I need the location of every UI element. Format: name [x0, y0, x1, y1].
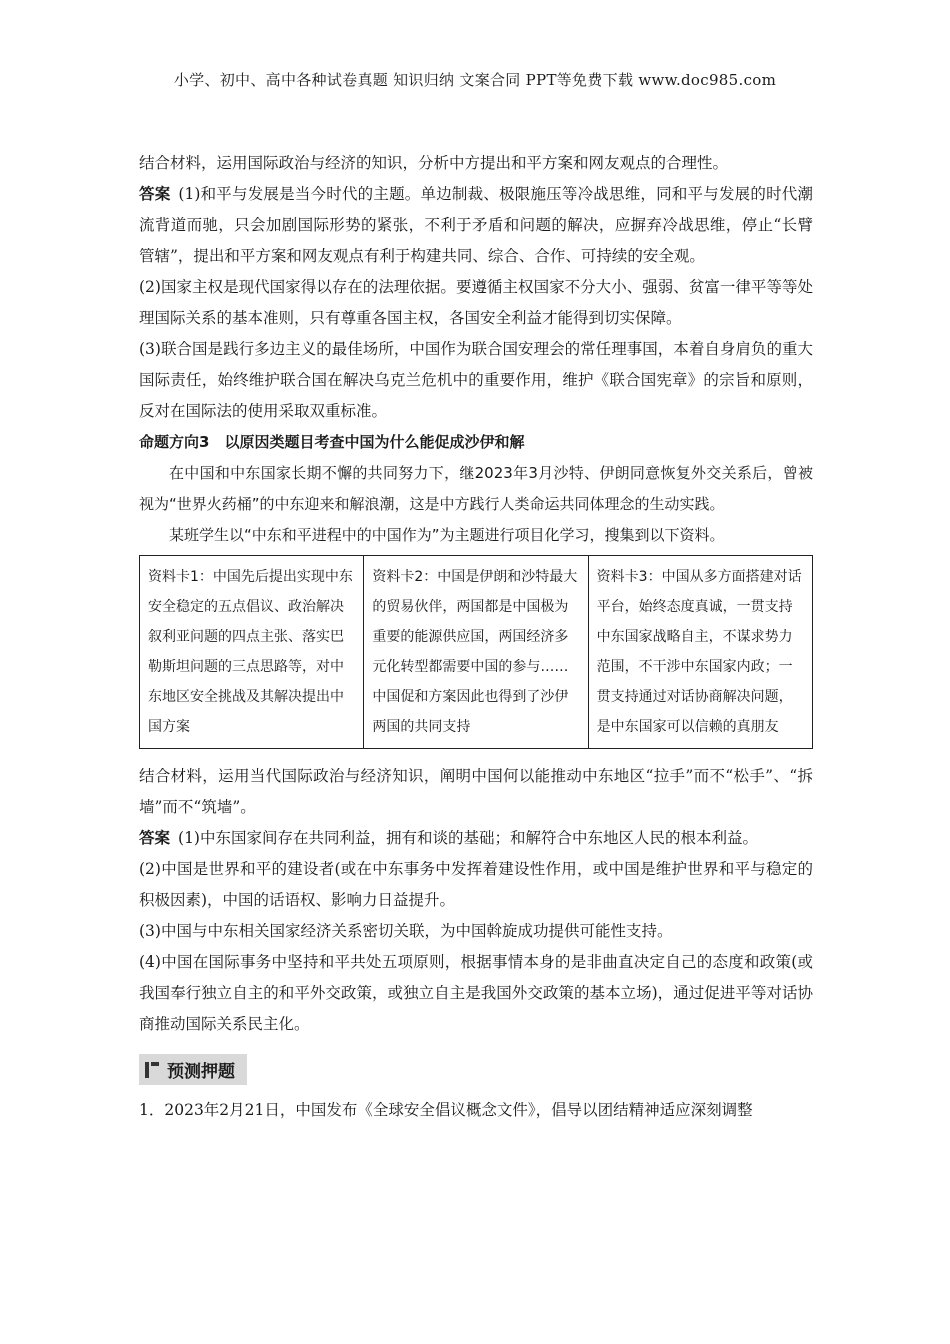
material-intro: 某班学生以“中东和平进程中的中国作为”为主题进行项目化学习，搜集到以下资料。 — [169, 526, 725, 544]
direction-heading: 命题方向3 以原因类题目考查中国为什么能促成沙伊和解 — [139, 433, 525, 451]
answer2-point-1: (1)中东国家间存在共同利益，拥有和谈的基础；和解符合中东地区人民的根本利益。 — [178, 829, 758, 847]
prediction-question-1: 1．2023年2月21日，中国发布《全球安全倡议概念文件》，倡导以团结精神适应深刻调整 — [139, 1101, 753, 1119]
question-text: 结合材料，运用国际政治与经济的知识，分析中方提出和平方案和网友观点的合理性。 — [139, 154, 729, 172]
answer-label: 答案 — [139, 185, 171, 203]
section-title: 预测押题 — [167, 1062, 235, 1082]
answer-point-1: (1)和平与发展是当今时代的主题。单边制裁、极限施压等冷战思维，同和平与发展的时代潮流背道而驰，只会加剧国际形势的紧张，不利于矛盾和问题的解决，应摒弃冷战思维，停止“长臂管辖”，提出和平方案和网友观点有利于构建共同、综合、合作、可持续的安全观。 — [139, 185, 813, 265]
page-header: 小学、初中、高中各种试卷真题 知识归纳 文案合同 PPT等免费下载 www.doc985.com — [173, 71, 777, 89]
material-card-1: 资料卡1：中国先后提出实现中东安全稳定的五点倡议、政治解决叙利亚问题的四点主张、落实巴勒斯坦问题的三点思路等，对中东地区安全挑战及其解决提出中国方案 — [140, 556, 364, 749]
answer-point-2: (2)国家主权是现代国家得以存在的法理依据。要遵循主权国家不分大小、强弱、贫富一律平等等处理国际关系的基本准则，只有尊重各国主权，各国安全利益才能得到切实保障。 — [139, 278, 813, 327]
answer-label-2: 答案 — [139, 829, 171, 847]
section-marker-icon — [145, 1062, 159, 1078]
material-card-3: 资料卡3：中国从多方面搭建对话平台，始终态度真诚，一贯支持中东国家战略自主，不谋求势力范围，不干涉中东国家内政；一贯支持通过对话协商解决问题，是中东国家可以信赖的真朋友 — [588, 556, 812, 749]
document-body — [139, 148, 813, 1126]
question-text-2: 结合材料，运用当代国际政治与经济知识，阐明中国何以能推动中东地区“拉手”而不“松手”、“拆墙”而不“筑墙”。 — [139, 767, 813, 816]
answer-paragraph-2 — [139, 823, 813, 854]
answer2-point-2: (2)中国是世界和平的建设者(或在中东事务中发挥着建设性作用，或中国是维护世界和平与稳定的积极因素)，中国的话语权、影响力日益提升。 — [139, 860, 813, 909]
answer-point-3: (3)联合国是践行多边主义的最佳场所，中国作为联合国安理会的常任理事国，本着自身肩负的重大国际责任，始终维护联合国在解决乌克兰危机中的重要作用，维护《联合国宪章》的宗旨和原则，反对在国际法的使用采取双重标准。 — [139, 340, 813, 420]
section-banner — [139, 1054, 247, 1085]
answer2-point-4: (4)中国在国际事务中坚持和平共处五项原则，根据事情本身的是非曲直决定自己的态度和政策(或我国奉行独立自主的和平外交政策，或独立自主是我国外交政策的基本立场)，通过促进平等对话协商推动国际关系民主化。 — [139, 953, 813, 1033]
answer2-point-3: (3)中国与中东相关国家经济关系密切关联，为中国斡旋成功提供可能性支持。 — [139, 922, 673, 940]
material-card-2: 资料卡2：中国是伊朗和沙特最大的贸易伙伴，两国都是中国极为重要的能源供应国，两国经济多元化转型都需要中国的参与……中国促和方案因此也得到了沙伊两国的共同支持 — [364, 556, 588, 749]
material-paragraph: 在中国和中东国家长期不懈的共同努力下，继2023年3月沙特、伊朗同意恢复外交关系后，曾被视为“世界火药桶”的中东迎来和解浪潮，这是中方践行人类命运共同体理念的生动实践。 — [139, 464, 813, 513]
material-card-table — [139, 555, 813, 749]
answer-paragraph — [139, 179, 813, 272]
